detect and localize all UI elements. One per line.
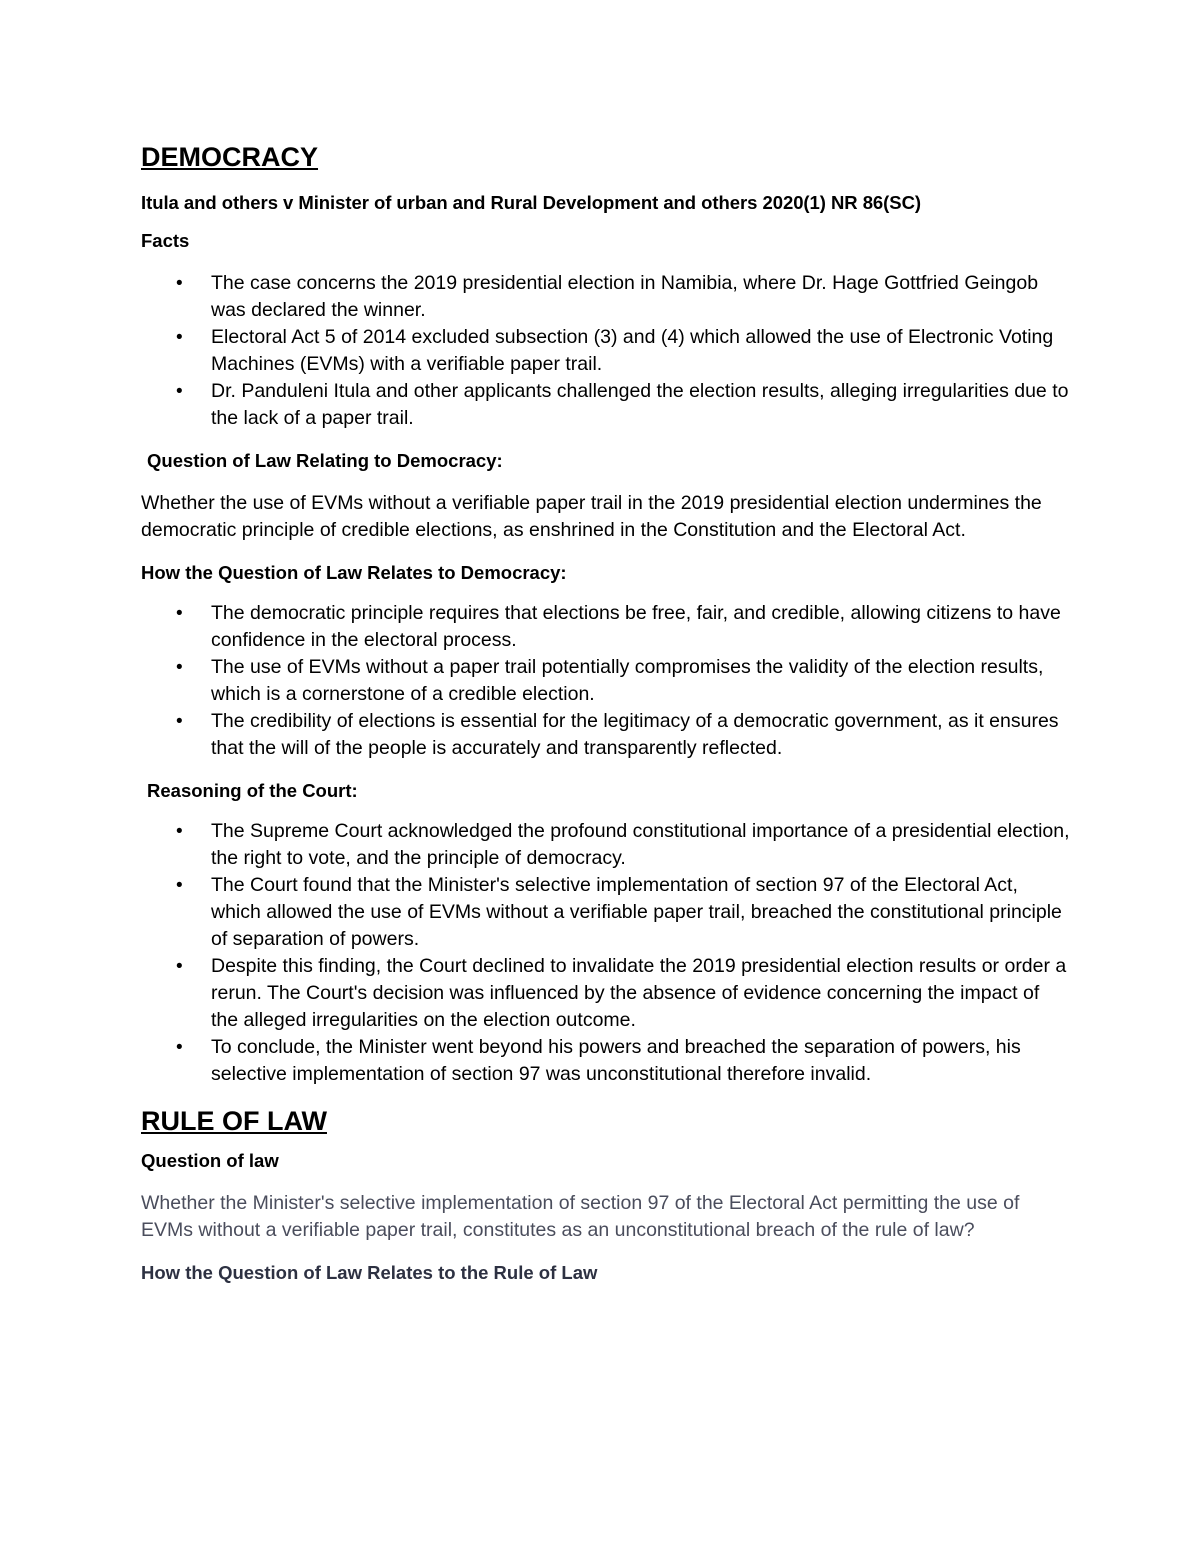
list-item-text: The Supreme Court acknowledged the profound constitutional importance of a presidential election, the right to vote, and the principle of democracy. [211, 820, 1070, 869]
bullet-icon: • [176, 956, 183, 977]
reasoning-list [141, 818, 1071, 1088]
list-item-text: The democratic principle requires that elections be free, fair, and credible, allowing citizens to have confidence in the electoral process. [211, 602, 1061, 651]
reasoning-heading: Reasoning of the Court: [147, 780, 358, 801]
list-item-text: The case concerns the 2019 presidential election in Namibia, where Dr. Hage Gottfried Geingob was declared the winner. [211, 272, 1039, 321]
list-item-text: Dr. Panduleni Itula and other applicants challenged the election results, alleging irregularities due to the lack of a paper trail. [211, 380, 1069, 429]
bullet-icon: • [176, 875, 183, 896]
bullet-icon: • [176, 821, 183, 842]
question-rule-of-law-heading: Question of law [141, 1150, 279, 1171]
bullet-icon: • [176, 273, 183, 294]
list-item [141, 953, 1071, 1034]
bullet-icon: • [176, 327, 183, 348]
case-title: Itula and others v Minister of urban and Rural Development and others 2020(1) NR 86(SC) [141, 192, 921, 213]
bullet-icon: • [176, 1037, 183, 1058]
document-page [141, 138, 1071, 1286]
list-item [141, 270, 1071, 324]
list-item [141, 872, 1071, 953]
list-item [141, 378, 1071, 432]
list-item [141, 708, 1071, 762]
bullet-icon: • [176, 381, 183, 402]
bullet-icon: • [176, 657, 183, 678]
bullet-icon: • [176, 711, 183, 732]
relates-democracy-heading: How the Question of Law Relates to Democracy: [141, 562, 567, 583]
democracy-heading: DEMOCRACY [141, 142, 319, 172]
question-rule-of-law-text: Whether the Minister's selective implementation of section 97 of the Electoral Act permitting the use of EVMs without a verifiable paper trail, constitutes as an unconstitutional breach of the rule of law? [141, 1192, 1020, 1241]
bullet-icon: • [176, 603, 183, 624]
list-item-text: Electoral Act 5 of 2014 excluded subsection (3) and (4) which allowed the use of Electronic Voting Machines (EVMs) with a verifiable paper trail. [211, 326, 1054, 375]
relates-democracy-list [141, 600, 1071, 762]
list-item-text: The Court found that the Minister's selective implementation of section 97 of the Electoral Act, which allowed the use of EVMs without a verifiable paper trail, breached the constitutional principle of separation of powers. [211, 874, 1062, 950]
list-item [141, 654, 1071, 708]
list-item-text: Despite this finding, the Court declined to invalidate the 2019 presidential election results or order a rerun. The Court's decision was influenced by the absence of evidence concerning the impact of the alleged irregularities on the election outcome. [211, 955, 1067, 1031]
list-item [141, 818, 1071, 872]
question-democracy-text: Whether the use of EVMs without a verifiable paper trail in the 2019 presidential election undermines the democratic principle of credible elections, as enshrined in the Constitution and the Electoral Act. [141, 492, 1042, 541]
list-item [141, 1034, 1071, 1088]
rule-of-law-heading: RULE OF LAW [141, 1106, 327, 1136]
list-item-text: The credibility of elections is essential for the legitimacy of a democratic government, as it ensures that the will of the people is accurately and transparently reflected. [211, 710, 1059, 759]
facts-heading: Facts [141, 230, 190, 251]
question-democracy-heading: Question of Law Relating to Democracy: [147, 450, 503, 471]
list-item-text: The use of EVMs without a paper trail potentially compromises the validity of the election results, which is a cornerstone of a credible election. [211, 656, 1044, 705]
list-item [141, 324, 1071, 378]
facts-list [141, 270, 1071, 432]
relates-rule-of-law-heading: How the Question of Law Relates to the Rule of Law [141, 1262, 598, 1283]
list-item-text: To conclude, the Minister went beyond his powers and breached the separation of powers, his selective implementation of section 97 was unconstitutional therefore invalid. [211, 1036, 1021, 1085]
list-item [141, 600, 1071, 654]
